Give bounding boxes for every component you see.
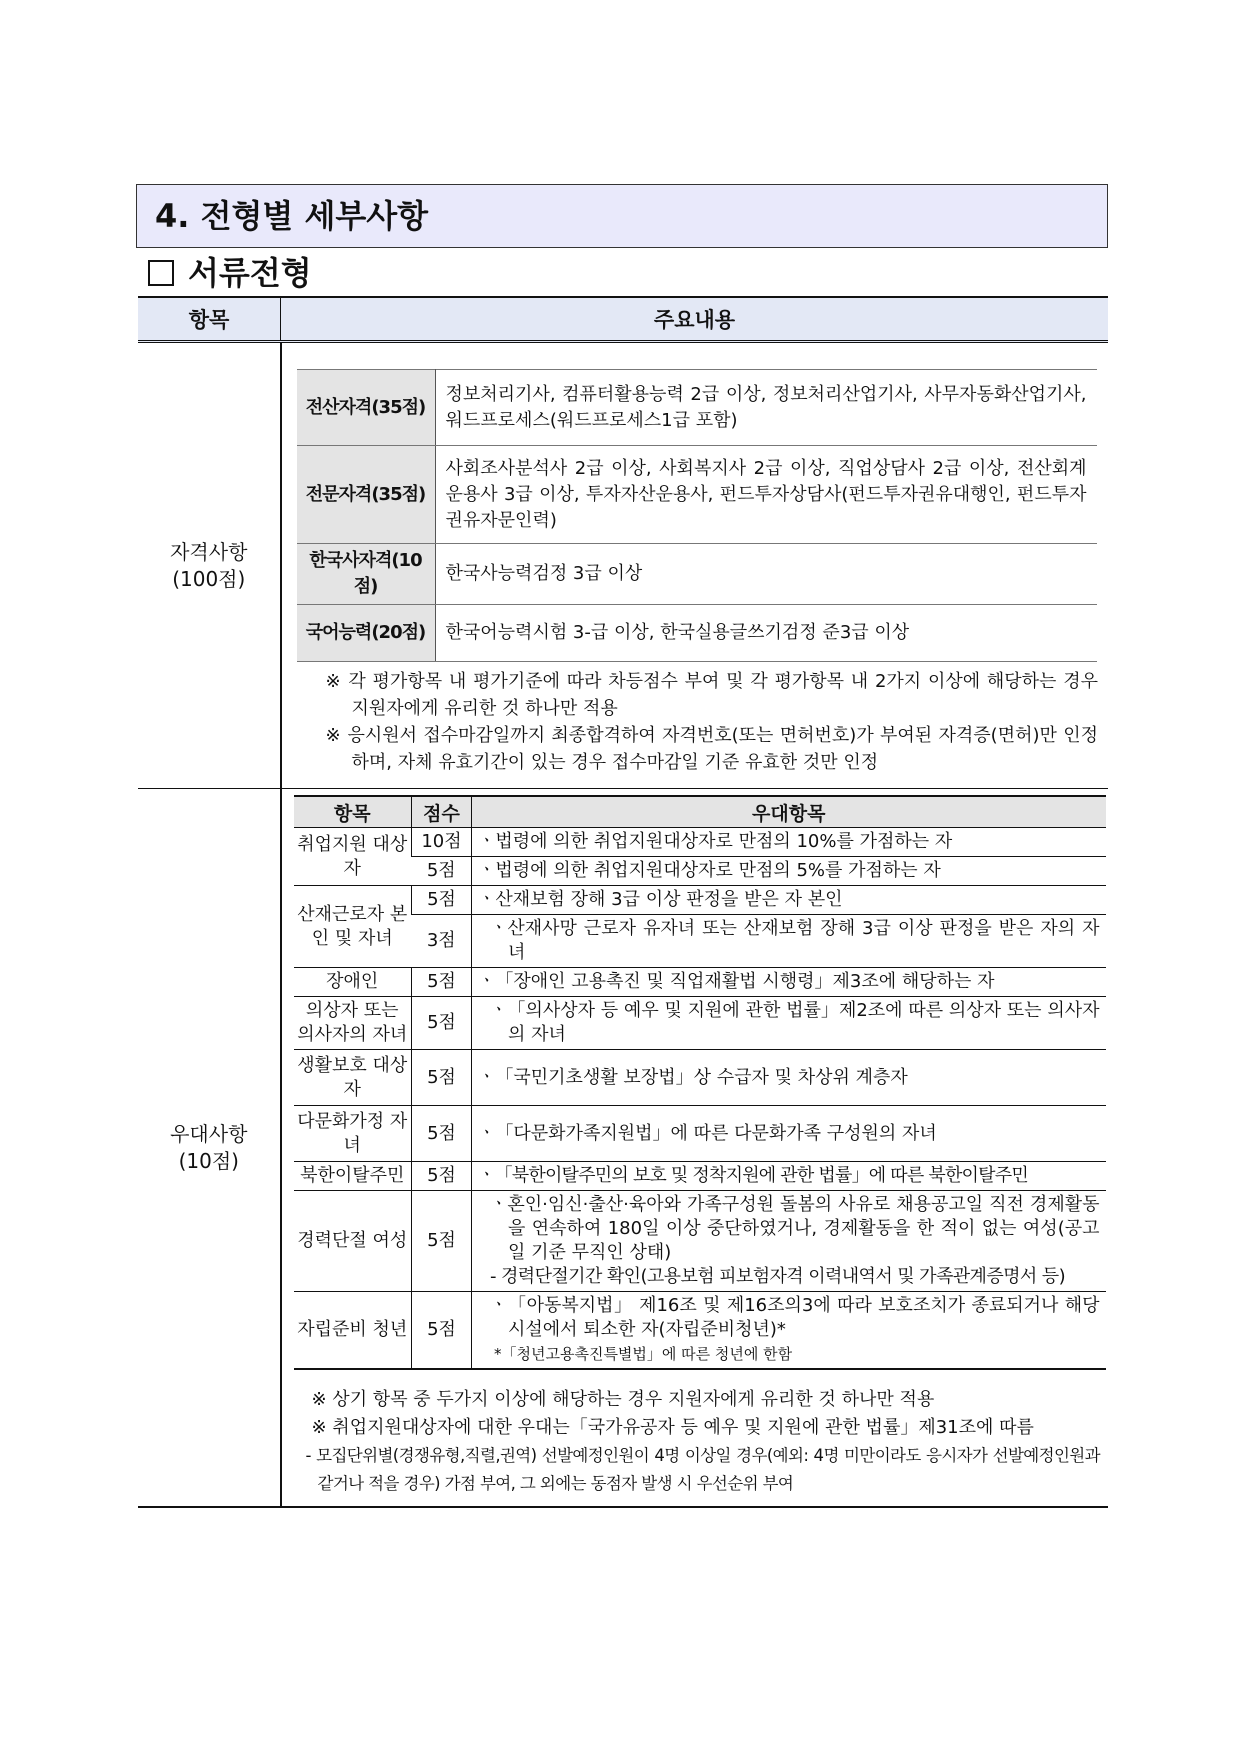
qual-row: [297, 605, 1097, 662]
note: ※ 상기 항목 중 두가지 이상에 해당하는 경우 지원자에게 유리한 것 하나만 적용: [311, 1389, 935, 1410]
qual-label: 한국사자격(10점): [297, 544, 436, 605]
pref-content: ㆍ산재보험 장해 3급 이상 판정을 받은 자 본인: [472, 886, 1106, 915]
pref-score: 5점: [412, 886, 472, 915]
pref-row: [294, 1191, 1106, 1292]
pref-content: ㆍ「국민기초생활 보장법」상 수급자 및 차상위 계층자: [472, 1050, 1106, 1106]
pref-name: 다문화가정 자녀: [294, 1106, 412, 1162]
preferences-row: [138, 789, 1108, 1508]
pref-score: 5점: [412, 1050, 472, 1106]
pref-name: 취업지원 대상자: [294, 828, 412, 886]
pref-content: ㆍ법령에 의한 취업지원대상자로 만점의 5%를 가점하는 자: [472, 857, 1106, 886]
qual-content: 사회조사분석사 2급 이상, 사회복지사 2급 이상, 직업상담사 2급 이상, 전산회계운용사 3급 이상, 투자자산운용사, 펀드투자상담사(펀드투자권유대행인, 펀드투자권유자문인력): [435, 446, 1097, 544]
qual-label: 전문자격(35점): [297, 446, 436, 544]
pref-row: [294, 1050, 1106, 1106]
pref-score: 5점: [412, 997, 472, 1050]
pref-row: [294, 1292, 1106, 1370]
pref-score: 5점: [412, 857, 472, 886]
qual-content: 정보처리기사, 컴퓨터활용능력 2급 이상, 정보처리산업기사, 사무자동화산업기사, 워드프로세스(워드프로세스1급 포함): [435, 370, 1097, 446]
pref-name: 북한이탈주민: [294, 1162, 412, 1191]
pref-row: [294, 968, 1106, 997]
pref-content: ㆍ산재사망 근로자 유자녀 또는 산재보험 장해 3급 이상 판정을 받은 자의 자녀: [472, 915, 1106, 968]
footnote: *「청년고용촉진특별법」에 따른 청년에 한함: [494, 1345, 793, 1363]
pref-row: [294, 915, 1106, 968]
pref-header-item: 항목: [294, 796, 412, 828]
note: ※ 각 평가항목 내 평가기준에 따라 차등점수 부여 및 각 평가항목 내 2가지 이상에 해당하는 경우 지원자에게 유리한 것 하나만 적용: [325, 671, 1098, 719]
pref-content: ㆍ「장애인 고용촉진 및 직업재활법 시행령」제3조에 해당하는 자: [472, 968, 1106, 997]
pref-name: 의상자 또는 의사자의 자녀: [294, 997, 412, 1050]
header-content: 주요내용: [281, 297, 1109, 342]
pref-score: 3점: [412, 915, 472, 968]
note: ※ 응시원서 접수마감일까지 최종합격하여 자격번호(또는 면허번호)가 부여된 자격증(면허)만 인정하며, 자체 유효기간이 있는 경우 접수마감일 기준 유효한 것만 인정: [325, 725, 1098, 773]
pref-score: 5점: [412, 1292, 472, 1370]
pref-content: ㆍ「다문화가족지원법」에 따른 다문화가족 구성원의 자녀: [472, 1106, 1106, 1162]
header-item: 항목: [138, 297, 281, 342]
extra-note: - 모집단위별(경쟁유형,직렬,권역) 선발예정인원이 4명 이상일 경우(예외: 4명 미만이라도 응시자가 선발예정인원과 같거나 적을 경우) 가점 부여, 그 외에는 동점자 발생 시 우선순위 부여: [305, 1446, 1100, 1493]
sub-heading-text: 서류전형: [188, 254, 312, 292]
qualifications-notes: [282, 662, 1109, 788]
pref-row: [294, 886, 1106, 915]
sub-heading: [144, 250, 312, 296]
pref-content: ㆍ혼인·임신·출산·육아와 가족구성원 돌봄의 사유로 채용공고일 직전 경제활동을 연속하여 180일 이상 중단하였거나, 경제활동을 한 적이 없는 여성(공고일 기준 무직인 상태) - 경력단절기간 확인(고용보험 피보험자격 이력내역서 및 가족관계증명서 등): [472, 1191, 1106, 1292]
qualifications-table: [297, 369, 1097, 662]
pref-score: 5점: [412, 1106, 472, 1162]
pref-name: 장애인: [294, 968, 412, 997]
qual-row: [297, 544, 1097, 605]
pref-header-content: 우대항목: [472, 796, 1106, 828]
pref-name: 산재근로자 본인 및 자녀: [294, 886, 412, 968]
pref-row: [294, 1106, 1106, 1162]
qual-row: [297, 446, 1097, 544]
pref-row: [294, 857, 1106, 886]
qual-label: 전산자격(35점): [297, 370, 436, 446]
pref-row: [294, 997, 1106, 1050]
pref-score: 5점: [412, 1162, 472, 1191]
pref-row: [294, 828, 1106, 857]
pref-header-score: 점수: [412, 796, 472, 828]
pref-content: ㆍ「북한이탈주민의 보호 및 정착지원에 관한 법률」에 따른 북한이탈주민: [472, 1162, 1106, 1191]
preferences-content: [281, 789, 1109, 1508]
qualifications-label: 자격사항 (100점): [138, 342, 281, 789]
pref-content: ㆍ「의사상자 등 예우 및 지원에 관한 법률」제2조에 따른 의상자 또는 의사자의 자녀: [472, 997, 1106, 1050]
pref-score: 10점: [412, 828, 472, 857]
pref-score: 5점: [412, 1191, 472, 1292]
pref-header-row: [294, 796, 1106, 828]
main-table: [138, 296, 1108, 1508]
qualifications-content: [281, 342, 1109, 789]
pref-content: ㆍ「아동복지법」 제16조 및 제16조의3에 따라 보호조치가 종료되거나 해당시설에서 퇴소한 자(자립준비청년)* *「청년고용촉진특별법」에 따른 청년에 한함: [472, 1292, 1106, 1370]
main-header-row: [138, 297, 1108, 342]
pref-content: ㆍ법령에 의한 취업지원대상자로 만점의 10%를 가점하는 자: [472, 828, 1106, 857]
note: ※ 취업지원대상자에 대한 우대는「국가유공자 등 예우 및 지원에 관한 법률」제31조에 따름: [311, 1417, 1034, 1438]
preferences-table: [294, 795, 1106, 1370]
pref-name: 경력단절 여성: [294, 1191, 412, 1292]
pref-row: [294, 1162, 1106, 1191]
qual-row: [297, 370, 1097, 446]
section-title: 4. 전형별 세부사항: [136, 184, 1108, 248]
pref-score: 5점: [412, 968, 472, 997]
qualifications-row: [138, 342, 1108, 789]
preferences-notes: [282, 1370, 1109, 1506]
preferences-label: 우대사항 (10점): [138, 789, 281, 1508]
qual-label: 국어능력(20점): [297, 605, 436, 662]
pref-name: 자립준비 청년: [294, 1292, 412, 1370]
qual-content: 한국어능력시험 3-급 이상, 한국실용글쓰기검정 준3급 이상: [435, 605, 1097, 662]
pref-name: 생활보호 대상자: [294, 1050, 412, 1106]
qual-content: 한국사능력검정 3급 이상: [435, 544, 1097, 605]
checkbox-square-icon: [148, 260, 174, 286]
